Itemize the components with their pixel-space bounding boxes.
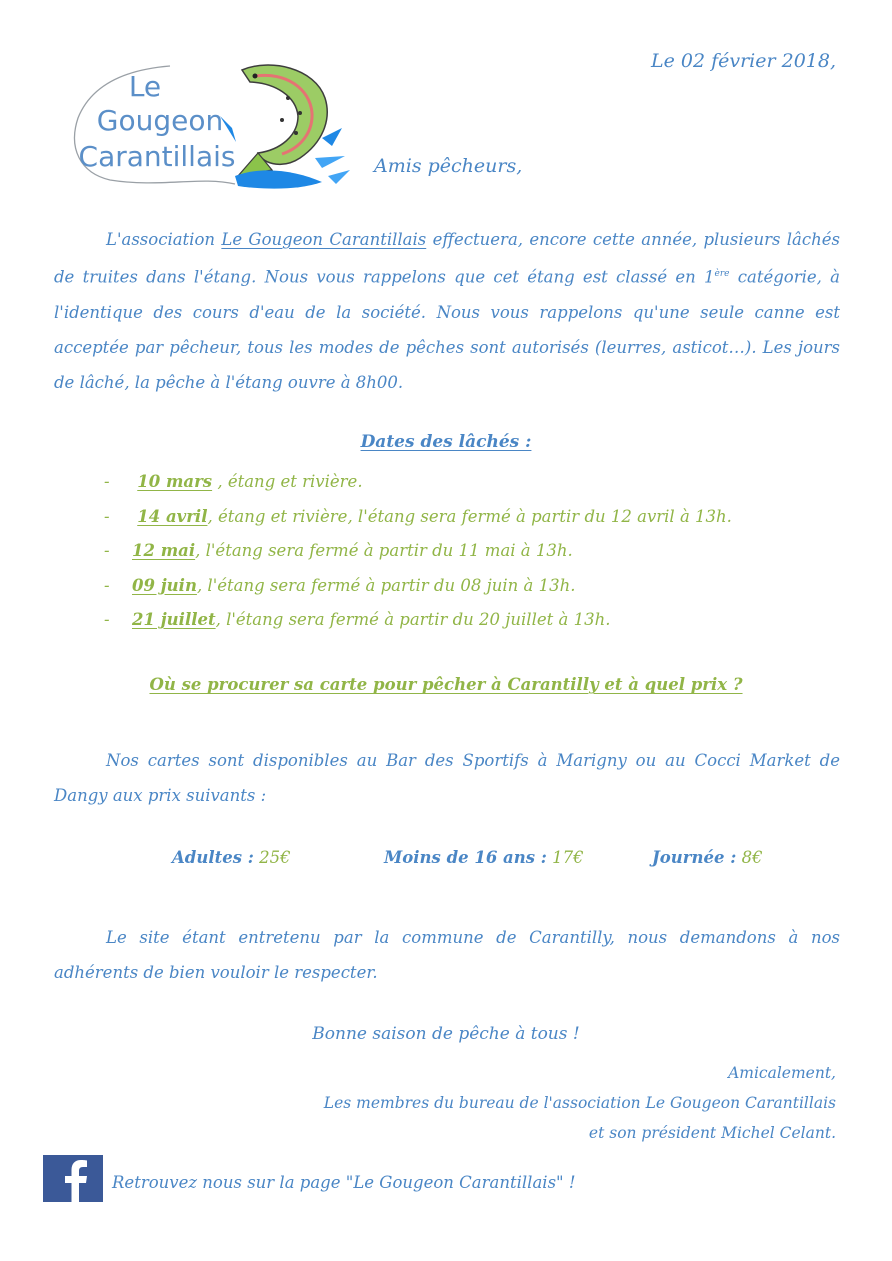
association-logo — [60, 58, 360, 198]
logo-word-le: Le — [128, 70, 162, 103]
release-date: 14 avril — [137, 506, 208, 526]
facebook-icon[interactable] — [43, 1155, 103, 1202]
logo-word-gougeon: Gougeon — [96, 104, 224, 137]
price-value: 17€ — [546, 848, 584, 867]
greeting: Amis pêcheurs, — [374, 155, 523, 177]
release-details: , l'étang sera fermé à partir du 11 mai à 13h. — [195, 541, 573, 560]
season-wish: Bonne saison de pêche à tous ! — [312, 1024, 580, 1044]
list-item — [104, 603, 732, 638]
signature-line-2: Les membres du bureau de l'association Le Gougeon Carantillais — [323, 1094, 836, 1112]
logo-word-carantillais: Carantillais — [78, 140, 236, 173]
intro-part-1: L'association — [106, 230, 222, 249]
trout-icon — [238, 65, 327, 176]
release-date: 09 juin — [132, 575, 197, 595]
intro-paragraph — [54, 222, 840, 400]
price-label: Journée : — [652, 848, 737, 867]
association-name: Le Gougeon Carantillais — [221, 230, 427, 249]
release-details: , l'étang sera fermé à partir du 08 juin à 13h. — [196, 575, 576, 595]
ordinal-superscript: ère — [714, 269, 730, 279]
release-details: , étang et rivière. — [212, 472, 363, 491]
price-under-16 — [384, 848, 584, 867]
release-date: 21 juillet — [132, 610, 216, 629]
release-date: 10 mars — [137, 472, 213, 491]
price-label: Moins de 16 ans : — [384, 848, 547, 867]
intro-part-3: catégorie, à l'identique des cours d'eau de la société. Nous vous rappelons qu'une seule canne est acceptée par pêcheur, tous les modes de pêches sont autorisés (leurres, asticot…). Les jours de lâché, la pêche à l'étang ouvre à 8h00. — [54, 267, 840, 392]
signature-line-1: Amicalement, — [728, 1064, 836, 1082]
intro-part-2: effectuera, encore cette année, plusieurs lâchés de truites dans l'étang. Nous vous rappelons que cet étang est classé en 1 — [54, 230, 840, 287]
price-value: 8€ — [736, 848, 763, 867]
list-item — [104, 569, 732, 604]
release-date: 12 mai — [132, 541, 196, 560]
release-details: , l'étang sera fermé à partir du 20 juillet à 13h. — [215, 610, 611, 629]
release-details: , étang et rivière, l'étang sera fermé à partir du 12 avril à 13h. — [207, 506, 732, 526]
letter-date: Le 02 février 2018, — [650, 50, 836, 72]
price-value: 25€ — [253, 848, 291, 867]
price-adults — [172, 848, 291, 867]
signature-line-3: et son président Michel Celant. — [588, 1124, 836, 1142]
list-item — [104, 534, 732, 569]
list-dash: - — [104, 575, 110, 595]
list-dash: - — [104, 472, 110, 491]
dates-title — [0, 432, 892, 452]
release-dates-list — [104, 465, 732, 638]
list-item — [104, 465, 732, 500]
price-label: Adultes : — [172, 848, 254, 867]
price-day — [652, 848, 763, 867]
where-title — [0, 675, 892, 694]
list-dash: - — [104, 610, 110, 629]
list-dash: - — [104, 541, 110, 560]
list-item — [104, 500, 732, 535]
dates-title-text: Dates des lâchés : — [360, 432, 532, 452]
cards-paragraph: Nos cartes sont disponibles au Bar des Sportifs à Marigny ou au Cocci Market de Dangy aux prix suivants : — [54, 751, 840, 805]
site-paragraph: Le site étant entretenu par la commune de Carantilly, nous demandons à nos adhérents de bien vouloir le respecter. — [54, 928, 840, 982]
list-dash: - — [104, 506, 110, 526]
facebook-page-text: Retrouvez nous sur la page "Le Gougeon Carantillais" ! — [112, 1173, 576, 1192]
where-title-text: Où se procurer sa carte pour pêcher à Carantilly et à quel prix ? — [149, 675, 743, 694]
